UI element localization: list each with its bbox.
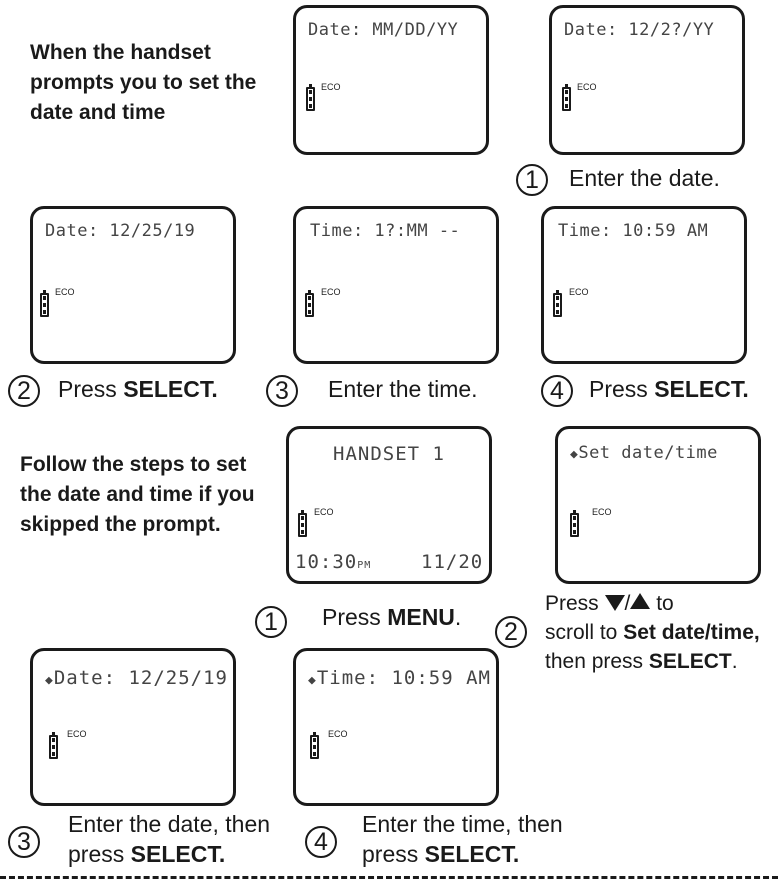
eco-label: ECO	[592, 507, 612, 517]
eco-label: ECO	[577, 82, 597, 92]
skipped-step-1-prefix: Press	[322, 604, 388, 630]
step-number-1: 1	[516, 164, 548, 196]
eco-label: ECO	[67, 729, 87, 739]
skipped-step-4-line2	[362, 840, 519, 869]
scroll-updown-icon: ◆	[308, 673, 317, 688]
lcd-screen-date-prompt	[293, 5, 489, 155]
lcd-text: Date: 12/25/19	[45, 221, 196, 241]
lcd-screen-time-complete	[541, 206, 747, 364]
scroll-updown-icon: ◆	[45, 673, 54, 688]
skipped-step-1-caption	[322, 603, 461, 632]
lcd-time-line	[308, 667, 491, 689]
lcd-screen-date-partial	[549, 5, 745, 155]
step-1-caption: Enter the date.	[569, 165, 720, 191]
skipped-step-4-bold: SELECT.	[424, 841, 520, 867]
skipped-heading: Follow the steps to set the date and time if you skipped the prompt.	[20, 453, 255, 536]
step-number-2: 2	[8, 375, 40, 407]
skipped-step-2-line2	[545, 618, 760, 647]
step-4-prefix: Press	[589, 376, 655, 402]
lcd-text: Time: 1?:MM --	[310, 221, 461, 241]
skipped-step-3-line1: Enter the date, then	[68, 811, 271, 837]
skipped-step-2-line1: Press / to	[545, 592, 674, 615]
step-4-bold: SELECT.	[654, 376, 749, 402]
scroll-updown-icon: ◆	[570, 447, 579, 462]
lcd-date-line	[45, 667, 228, 689]
skipped-step-3-bold: SELECT.	[130, 841, 226, 867]
skipped-step-3-line2	[68, 840, 225, 869]
eco-label: ECO	[321, 82, 341, 92]
time-text: Time: 10:59 AM	[316, 667, 491, 689]
lcd-screen-idle	[286, 426, 492, 584]
step-4-caption	[589, 375, 749, 404]
lcd-menu-item	[570, 443, 718, 463]
skipped-step-number-4: 4	[305, 826, 337, 858]
battery-icon	[553, 293, 562, 317]
skipped-step-2-line2-bold: Set date/time,	[623, 621, 760, 644]
eco-label: ECO	[321, 287, 341, 297]
clock-ampm: PM	[357, 560, 372, 571]
skipped-step-4-line1: Enter the time, then	[362, 811, 563, 837]
skipped-step-2-line3-suffix: .	[731, 650, 738, 673]
eco-label: ECO	[569, 287, 589, 297]
step-2-prefix: Press	[58, 376, 124, 402]
lcd-text: Date: MM/DD/YY	[308, 20, 459, 40]
section-divider	[0, 876, 778, 879]
lcd-screen-edit-time	[293, 648, 499, 806]
skipped-step-1-suffix: .	[454, 604, 462, 630]
lcd-title: HANDSET 1	[333, 443, 445, 465]
skipped-step-number-3: 3	[8, 826, 40, 858]
menu-item-text: Set date/time	[578, 443, 718, 463]
arrow-down-icon	[605, 595, 625, 611]
battery-icon	[305, 293, 314, 317]
battery-icon	[49, 735, 58, 759]
lcd-clock	[295, 551, 371, 573]
step-2-caption	[58, 375, 218, 404]
battery-icon	[40, 293, 49, 317]
eco-label: ECO	[314, 507, 334, 517]
lcd-text: Date: 12/2?/YY	[564, 20, 715, 40]
skipped-step-2-press: Press	[545, 592, 599, 615]
arrow-up-icon	[630, 593, 650, 609]
step-number-4: 4	[541, 375, 573, 407]
lcd-text: Time: 10:59 AM	[558, 221, 709, 241]
date-text: Date: 12/25/19	[53, 667, 228, 689]
clock-time: 10:30	[295, 551, 358, 573]
skipped-step-2-line3-prefix: then press	[545, 650, 649, 673]
lcd-date: 11/20	[421, 551, 484, 573]
battery-icon	[570, 513, 579, 537]
battery-icon	[310, 735, 319, 759]
lcd-screen-date-complete	[30, 206, 236, 364]
lcd-screen-time-partial	[293, 206, 499, 364]
battery-icon	[306, 87, 315, 111]
skipped-step-3-prefix: press	[68, 841, 131, 867]
eco-label: ECO	[55, 287, 75, 297]
skipped-step-2-line3-bold: SELECT	[648, 650, 732, 673]
step-number-3: 3	[266, 375, 298, 407]
battery-icon	[298, 513, 307, 537]
step-3-caption: Enter the time.	[328, 376, 478, 402]
skipped-step-number-1: 1	[255, 606, 287, 638]
intro-heading: When the handset prompts you to set the date and time	[30, 41, 257, 124]
skipped-step-4-prefix: press	[362, 841, 425, 867]
step-2-bold: SELECT.	[123, 376, 218, 402]
skipped-step-2-line2-prefix: scroll to	[545, 621, 624, 644]
battery-icon	[562, 87, 571, 111]
skipped-step-2-line3	[545, 647, 738, 676]
skipped-step-2-to: to	[656, 592, 674, 615]
skipped-step-number-2: 2	[495, 616, 527, 648]
lcd-screen-menu	[555, 426, 761, 584]
lcd-screen-edit-date	[30, 648, 236, 806]
eco-label: ECO	[328, 729, 348, 739]
skipped-step-1-bold: MENU	[387, 604, 455, 630]
